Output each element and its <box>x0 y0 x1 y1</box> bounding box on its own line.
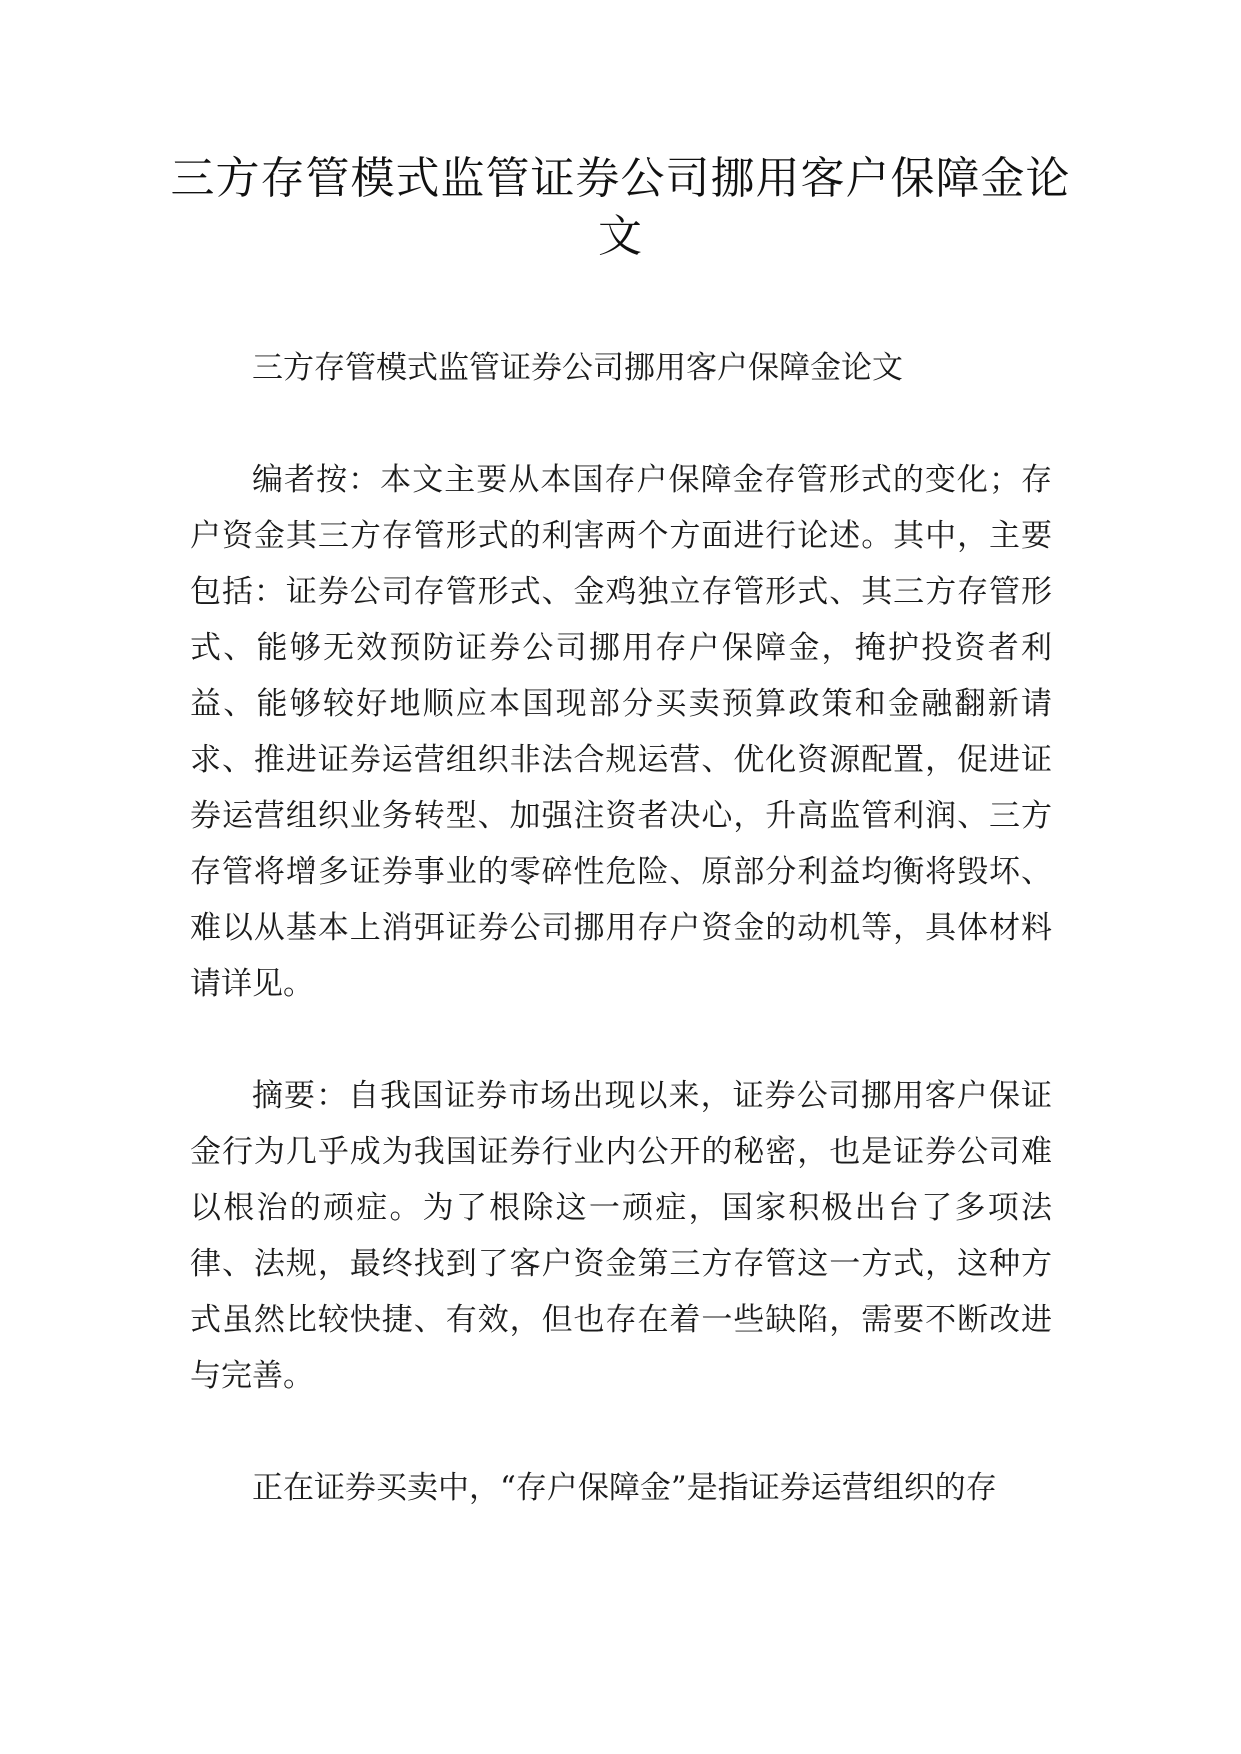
document-body <box>190 340 1052 1572</box>
abstract-paragraph: 摘要：自我国证券市场出现以来，证券公司挪用客户保证金行为几乎成为我国证券行业内公开的秘密，也是证券公司难以根治的顽症。为了根除这一顽症，国家积极出台了多项法律、法规，最终找到了客户资金第三方存管这一方式，这种方式虽然比较快捷、有效，但也存在着一些缺陷，需要不断改进与完善。 <box>190 1078 1052 1394</box>
editor-note-paragraph: 编者按：本文主要从本国存户保障金存管形式的变化；存户资金其三方存管形式的利害两个方面进行论述。其中，主要包括：证券公司存管形式、金鸡独立存管形式、其三方存管形式、能够无效预防证券公司挪用存户保障金，掩护投资者利益、能够较好地顺应本国现部分买卖预算政策和金融翻新请求、推进证券运营组织非法合规运营、优化资源配置，促进证券运营组织业务转型、加强注资者决心，升高监管利润、三方存管将增多证券事业的零碎性危险、原部分利益均衡将毁坏、难以从基本上消弭证券公司挪用存户资金的动机等，具体材料请详见。 <box>190 462 1052 1002</box>
document-title: 三方存管模式监管证券公司挪用客户保障金论文 <box>170 153 1071 262</box>
body-paragraph: 正在证券买卖中，“存户保障金”是指证券运营组织的存 <box>252 1470 997 1506</box>
subtitle-paragraph: 三方存管模式监管证券公司挪用客户保障金论文 <box>252 350 903 386</box>
